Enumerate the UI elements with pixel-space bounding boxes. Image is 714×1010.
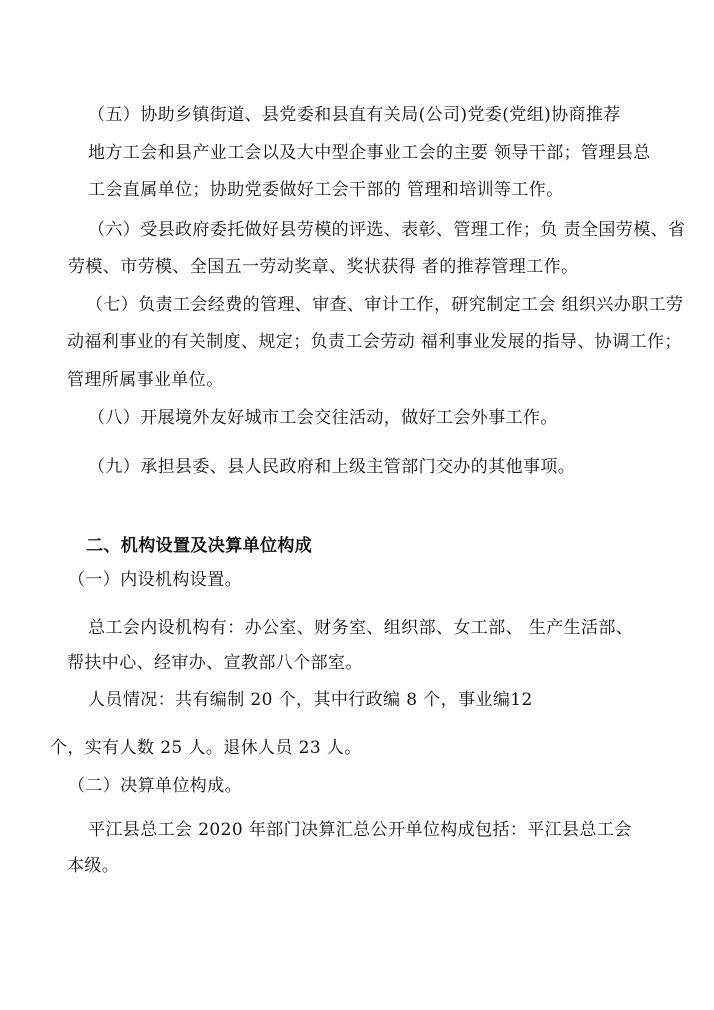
subsection-1-paragraph-2-line-2: 个，实有人数 25 人。退休人员 23 人。 — [50, 738, 362, 758]
subsection-2-title: （二）决算单位构成。 — [68, 776, 242, 796]
duty-item-5-line-1: （五）协助乡镇街道、县党委和县直有关局(公司)党委(党组)协商推荐 — [88, 105, 621, 125]
duty-item-7-line-1: （七）负责工会经费的管理、审查、审计工作，研究制定工会 组织兴办职工劳 — [86, 295, 684, 315]
subsection-1-title: （一）内设机构设置。 — [68, 570, 242, 590]
section-2-heading: 二、机构设置及决算单位构成 — [86, 536, 313, 556]
duty-item-8: （八）开展境外友好城市工会交往活动，做好工会外事工作。 — [88, 408, 558, 428]
duty-item-5-line-3: 工会直属单位；协助党委做好工会干部的 管理和培训等工作。 — [88, 180, 564, 200]
subsection-2-paragraph-line-2: 本级。 — [67, 856, 120, 876]
subsection-2-paragraph-line-1: 平江县总工会 2020 年部门决算汇总公开单位构成包括：平江县总工会 — [88, 820, 632, 840]
subsection-1-paragraph-1-line-1: 总工会内设机构有：办公室、财务室、组织部、女工部、 生产生活部、 — [88, 618, 634, 638]
duty-item-5-line-2: 地方工会和县产业工会以及大中型企事业工会的主要 领导干部；管理县总 — [88, 143, 651, 163]
subsection-1-paragraph-1-line-2: 帮扶中心、经审办、宣教部八个部室。 — [67, 653, 363, 673]
duty-item-6-line-1: （六）受县政府委托做好县劳模的评选、表彰、管理工作；负 责全国劳模、省 — [88, 220, 686, 240]
duty-item-7-line-3: 管理所属事业单位。 — [67, 370, 224, 390]
subsection-1-paragraph-2-line-1: 人员情况：共有编制 20 个，其中行政编 8 个，事业编12 — [88, 690, 533, 710]
duty-item-6-line-2: 劳模、市劳模、全国五一劳动奖章、奖状获得 者的推荐管理工作。 — [68, 257, 579, 277]
duty-item-7-line-2: 动福利事业的有关制度、规定；负责工会劳动 福利事业发展的指导、协调工作； — [67, 332, 682, 352]
duty-item-9: （九）承担县委、县人民政府和上级主管部门交办的其他事项。 — [88, 457, 576, 477]
